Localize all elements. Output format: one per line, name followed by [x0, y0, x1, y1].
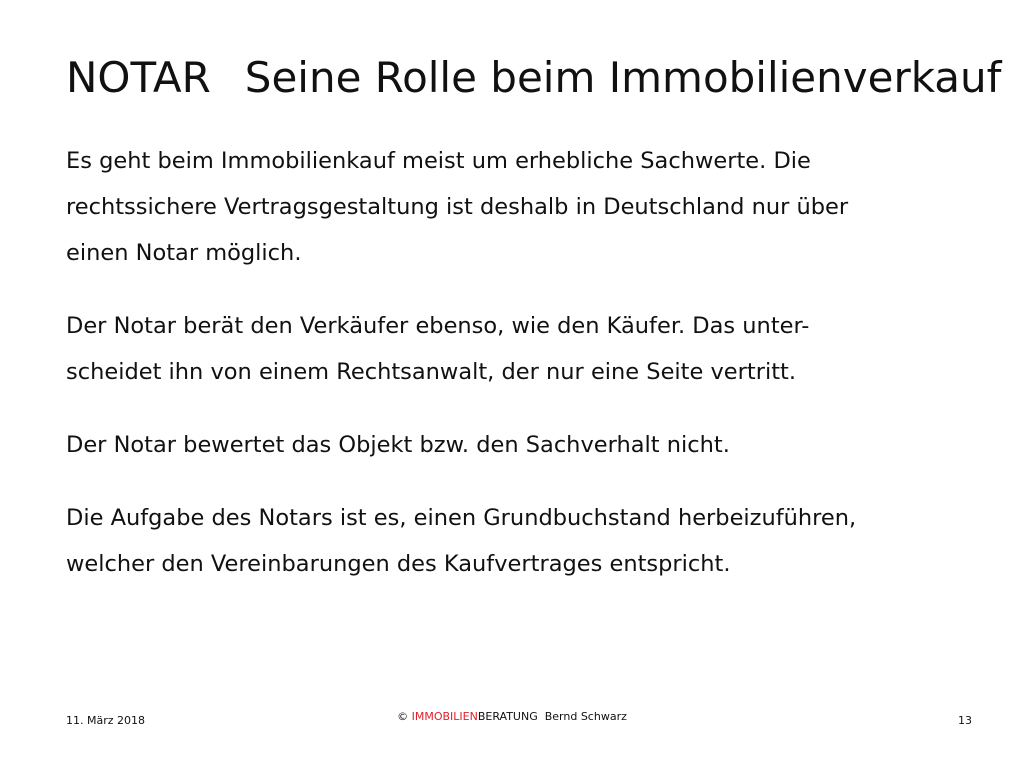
paragraph-line: Es geht beim Immobilienkauf meist um erhebliche Sachwerte. Die	[66, 148, 811, 174]
paragraph-line: scheidet ihn von einem Rechtsanwalt, der nur eine Seite vertritt.	[66, 359, 797, 385]
paragraph-line: Der Notar bewertet das Objekt bzw. den Sachverhalt nicht.	[66, 432, 730, 458]
slide-body	[66, 138, 986, 614]
paragraph-line: rechtssichere Vertragsgestaltung ist deshalb in Deutschland nur über	[66, 194, 849, 220]
paragraph-line: Der Notar berät den Verkäufer ebenso, wie den Käufer. Das unter-	[66, 313, 810, 339]
footer-date: 11. März 2018	[66, 714, 146, 727]
slide-title	[66, 52, 1001, 104]
paragraph-line: einen Notar möglich.	[66, 240, 302, 266]
title-subject: Seine Rolle beim Immobilienverkauf	[244, 53, 1002, 102]
paragraph-line: welcher den Vereinbarungen des Kaufvertrages entspricht.	[66, 551, 731, 577]
title-keyword: NOTAR	[66, 53, 211, 102]
footer-copyright	[0, 710, 1024, 724]
copyright-symbol: ©	[397, 710, 409, 723]
paragraph-2	[66, 303, 986, 395]
paragraph-4	[66, 495, 986, 587]
paragraph-3	[66, 422, 986, 468]
paragraph-1	[66, 138, 986, 276]
page-number: 13	[958, 714, 972, 727]
paragraph-line: Die Aufgabe des Notars ist es, einen Grundbuchstand herbeizuführen,	[66, 505, 857, 531]
brand-name-red: IMMOBILIEN	[411, 710, 478, 723]
brand-name-black: BERATUNG	[477, 710, 538, 723]
author-name: Bernd Schwarz	[544, 710, 627, 723]
